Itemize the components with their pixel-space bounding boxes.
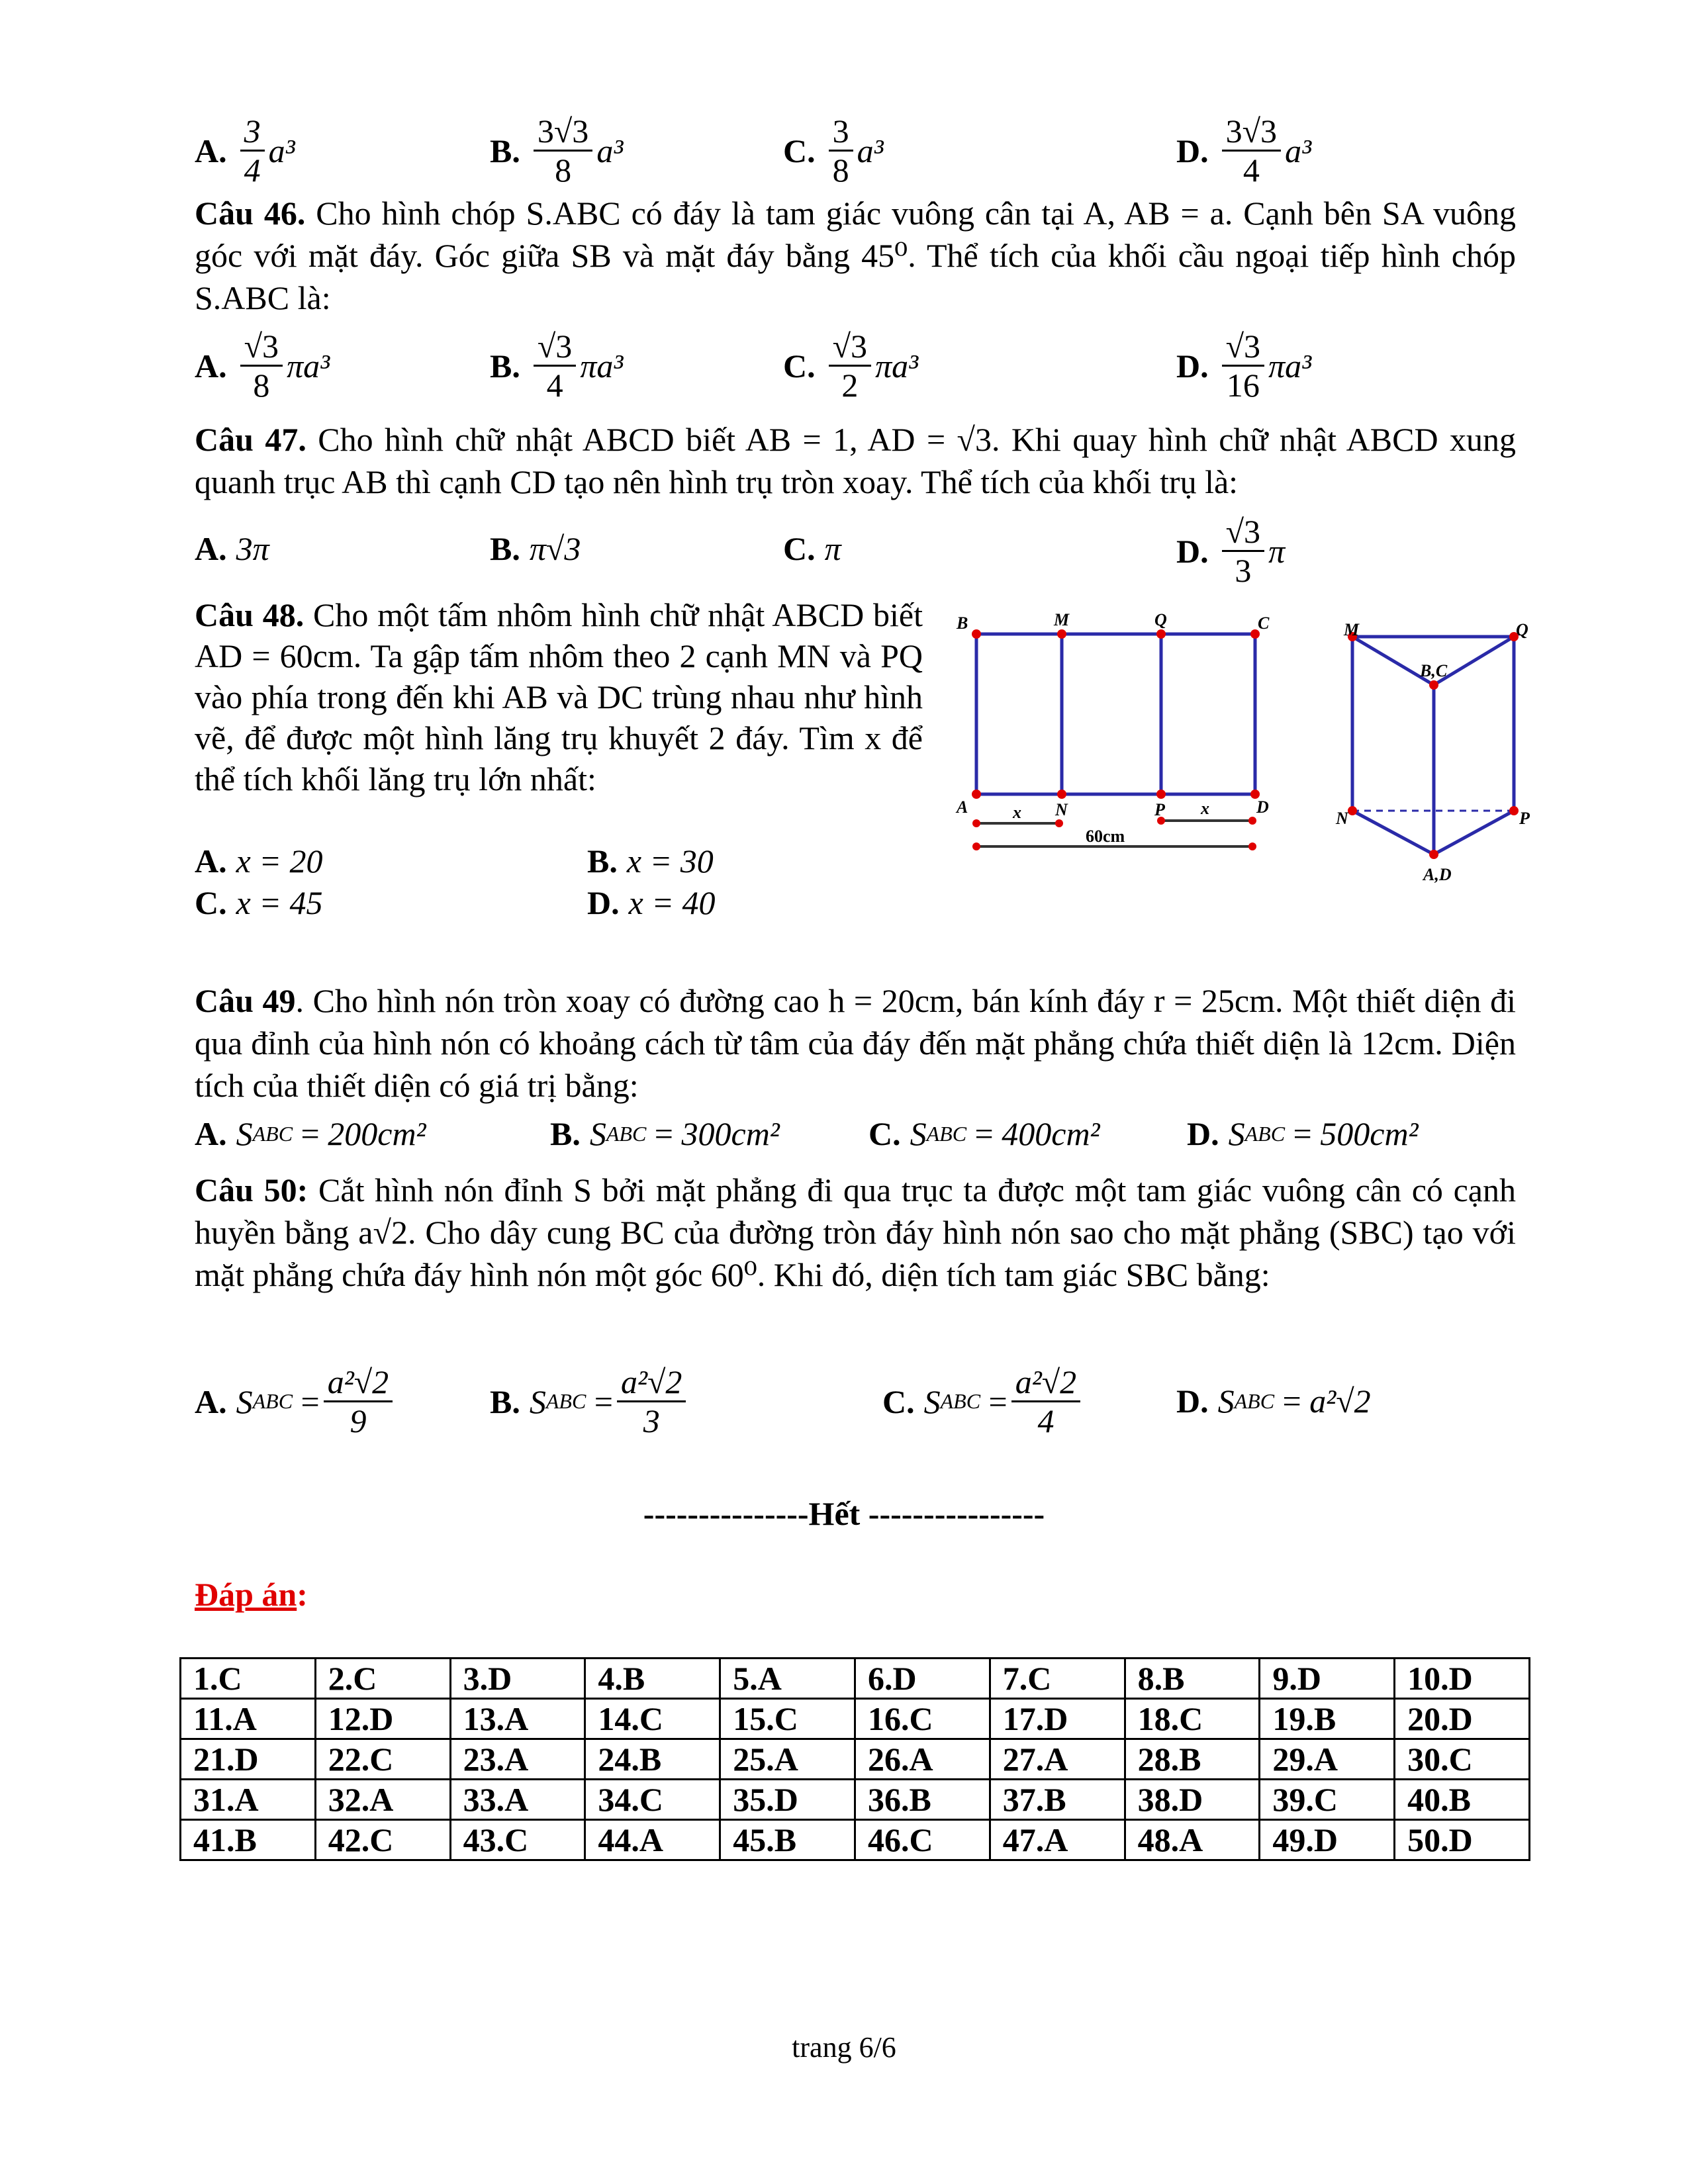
label-n: N	[1055, 800, 1068, 819]
q45-option-d: D. $\frac{3√3}{4}$ a³	[1176, 113, 1312, 189]
answer-cell: 46.C	[855, 1820, 990, 1860]
answer-cell: 39.C	[1260, 1780, 1395, 1820]
table-row	[181, 1739, 1530, 1780]
q46-option-d: D. $\frac{√3}{16}$ πa³	[1176, 328, 1312, 404]
q48-figure	[0, 0, 1688, 927]
q50-option-a: A. S ABC = $\frac{\text{a²√2}}{9}$	[195, 1363, 397, 1439]
answer-cell: 31.A	[181, 1780, 316, 1820]
answer-cell: 49.D	[1260, 1820, 1395, 1860]
label-q: Q	[1154, 610, 1167, 629]
answer-cell: 1.C	[181, 1659, 316, 1699]
answer-cell: 22.C	[315, 1739, 450, 1780]
answer-cell: 8.B	[1125, 1659, 1260, 1699]
label-60cm: 60cm	[1086, 827, 1125, 846]
answer-cell: 2.C	[315, 1659, 450, 1699]
label-d: D	[1256, 797, 1269, 817]
question-49: Câu 49. Cho hình nón tròn xoay có đường cao h = 20cm, bán kính đáy r = 25cm. Một thiết diện đi qua đỉnh của hình nón có khoảng cách từ tâm của đáy đến mặt phẳng chứa thiết diện là 12cm. Diện tích của thiết diện có giá trị bằng:	[195, 982, 1516, 1104]
q45-option-a: A. $\frac{3}{4}$ a³	[195, 113, 295, 189]
answer-cell: 16.C	[855, 1699, 990, 1739]
answer-cell: 34.C	[585, 1780, 720, 1820]
q50-option-c: C. S ABC = $\frac{\text{a²√2}}{4}$	[882, 1363, 1084, 1439]
label-p: P	[1154, 800, 1165, 819]
answer-cell: 12.D	[315, 1699, 450, 1739]
label-x2: x	[1201, 799, 1209, 818]
table-row	[181, 1820, 1530, 1860]
q49-option-d: D. S ABC = 500cm²	[1187, 1115, 1419, 1152]
answer-cell: 15.C	[720, 1699, 855, 1739]
answer-cell: 43.C	[450, 1820, 585, 1860]
answer-cell: 10.D	[1395, 1659, 1530, 1699]
answer-cell: 44.A	[585, 1820, 720, 1860]
q47-option-c: C. π	[783, 530, 841, 567]
answer-cell: 50.D	[1395, 1820, 1530, 1860]
answer-table	[179, 1657, 1530, 1861]
answer-cell: 7.C	[990, 1659, 1125, 1699]
question-48: Câu 48. Cho một tấm nhôm hình chữ nhật ABCD biết AD = 60cm. Ta gập tấm nhôm theo 2 cạnh MN và PQ vào phía trong đến khi AB và DC trùng nhau như hình vẽ, để được một hình lăng trụ khuyết 2 đáy. Tìm x để thể tích khối lăng trụ lớn nhất:	[195, 596, 923, 797]
q47-option-a: A. 3π	[195, 530, 269, 567]
unfolded-sheet	[976, 634, 1255, 794]
answer-cell: 13.A	[450, 1699, 585, 1739]
answer-cell: 11.A	[181, 1699, 316, 1739]
answer-cell: 33.A	[450, 1780, 585, 1820]
answer-cell: 47.A	[990, 1820, 1125, 1860]
prism-label-bc: B,C	[1420, 661, 1448, 680]
label-m: M	[1054, 610, 1070, 629]
label-c: C	[1258, 614, 1270, 633]
answer-cell: 37.B	[990, 1780, 1125, 1820]
q46-option-a: A. $\frac{√3}{8}$ πa³	[195, 328, 330, 404]
answer-cell: 24.B	[585, 1739, 720, 1780]
answer-cell: 27.A	[990, 1739, 1125, 1780]
answer-cell: 21.D	[181, 1739, 316, 1780]
answer-cell: 41.B	[181, 1820, 316, 1860]
answer-cell: 28.B	[1125, 1739, 1260, 1780]
q47-option-b: B. π√3	[490, 530, 581, 567]
answer-cell: 42.C	[315, 1820, 450, 1860]
answer-cell: 30.C	[1395, 1739, 1530, 1780]
answer-cell: 4.B	[585, 1659, 720, 1699]
answer-cell: 36.B	[855, 1780, 990, 1820]
q48-option-d: D. x = 40	[587, 884, 716, 921]
q49-option-a: A. S ABC = 200cm²	[195, 1115, 426, 1152]
answer-cell: 48.A	[1125, 1820, 1260, 1860]
answer-cell: 5.A	[720, 1659, 855, 1699]
answer-cell: 9.D	[1260, 1659, 1395, 1699]
q45-option-c: C. $\frac{3}{8}$ a³	[783, 113, 884, 189]
table-row	[181, 1699, 1530, 1739]
question-50: Câu 50: Cắt hình nón đỉnh S bởi mặt phẳng đi qua trục ta được một tam giác vuông cân có cạnh huyền bằng a√2. Cho dây cung BC của đường tròn đáy hình nón sao cho mặt phẳng (SBC) tạo với mặt phẳng chứa đáy hình nón một góc 60⁰. Khi đó, diện tích tam giác SBC bằng:	[195, 1171, 1516, 1293]
answer-cell: 17.D	[990, 1699, 1125, 1739]
q49-option-b: B. S ABC = 300cm²	[550, 1115, 780, 1152]
q48-option-b: B. x = 30	[587, 842, 714, 880]
answer-cell: 18.C	[1125, 1699, 1260, 1739]
page-number: trang 6/6	[792, 2031, 896, 2064]
q50-option-d: D. S ABC = a²√2	[1176, 1383, 1371, 1420]
answer-cell: 26.A	[855, 1739, 990, 1780]
prism-label-p: P	[1519, 809, 1530, 828]
end-marker: ---------------Hết ----------------	[643, 1495, 1045, 1532]
answer-cell: 14.C	[585, 1699, 720, 1739]
answer-cell: 3.D	[450, 1659, 585, 1699]
table-row	[181, 1780, 1530, 1820]
q45-option-b: B. $\frac{3√3}{8}$ a³	[490, 113, 624, 189]
label-x1: x	[1013, 803, 1021, 822]
prism-label-ad: A,D	[1423, 865, 1452, 884]
q49-option-c: C. S ABC = 400cm²	[868, 1115, 1100, 1152]
answer-cell: 6.D	[855, 1659, 990, 1699]
answer-cell: 32.A	[315, 1780, 450, 1820]
label-a: A	[957, 797, 968, 817]
prism-label-q: Q	[1516, 620, 1528, 639]
q50-option-b: B. S ABC = $\frac{\text{a²√2}}{3}$	[490, 1363, 690, 1439]
q46-option-c: C. $\frac{√3}{2}$ πa³	[783, 328, 919, 404]
answer-cell: 19.B	[1260, 1699, 1395, 1739]
table-row	[181, 1659, 1530, 1699]
question-46: Câu 46. Cho hình chóp S.ABC có đáy là tam giác vuông cân tại A, AB = a. Cạnh bên SA vuông góc với mặt đáy. Góc giữa SB và mặt đáy bằng 45⁰. Thể tích của khối cầu ngoại tiếp hình chóp S.ABC là:	[195, 195, 1516, 316]
label-b: B	[957, 614, 968, 633]
answer-cell: 29.A	[1260, 1739, 1395, 1780]
question-47: Câu 47. Cho hình chữ nhật ABCD biết AB = 1, AD = √3. Khi quay hình chữ nhật ABCD xung quanh trục AB thì cạnh CD tạo nên hình trụ tròn xoay. Thể tích của khối trụ là:	[195, 421, 1516, 500]
answer-cell: 38.D	[1125, 1780, 1260, 1820]
answer-cell: 23.A	[450, 1739, 585, 1780]
q48-option-a: A. x = 20	[195, 842, 323, 880]
prism-label-m: M	[1344, 620, 1360, 639]
q46-option-b: B. $\frac{√3}{4}$ πa³	[490, 328, 624, 404]
answer-cell: 35.D	[720, 1780, 855, 1820]
answer-cell: 45.B	[720, 1820, 855, 1860]
answer-cell: 20.D	[1395, 1699, 1530, 1739]
answers-title: Đáp án:	[195, 1576, 308, 1613]
answer-cell: 40.B	[1395, 1780, 1530, 1820]
q48-option-c: C. x = 45	[195, 884, 323, 921]
answer-cell: 25.A	[720, 1739, 855, 1780]
prism-label-n: N	[1336, 809, 1348, 828]
q47-option-d: D. $\frac{√3}{3}$ π	[1176, 513, 1286, 589]
